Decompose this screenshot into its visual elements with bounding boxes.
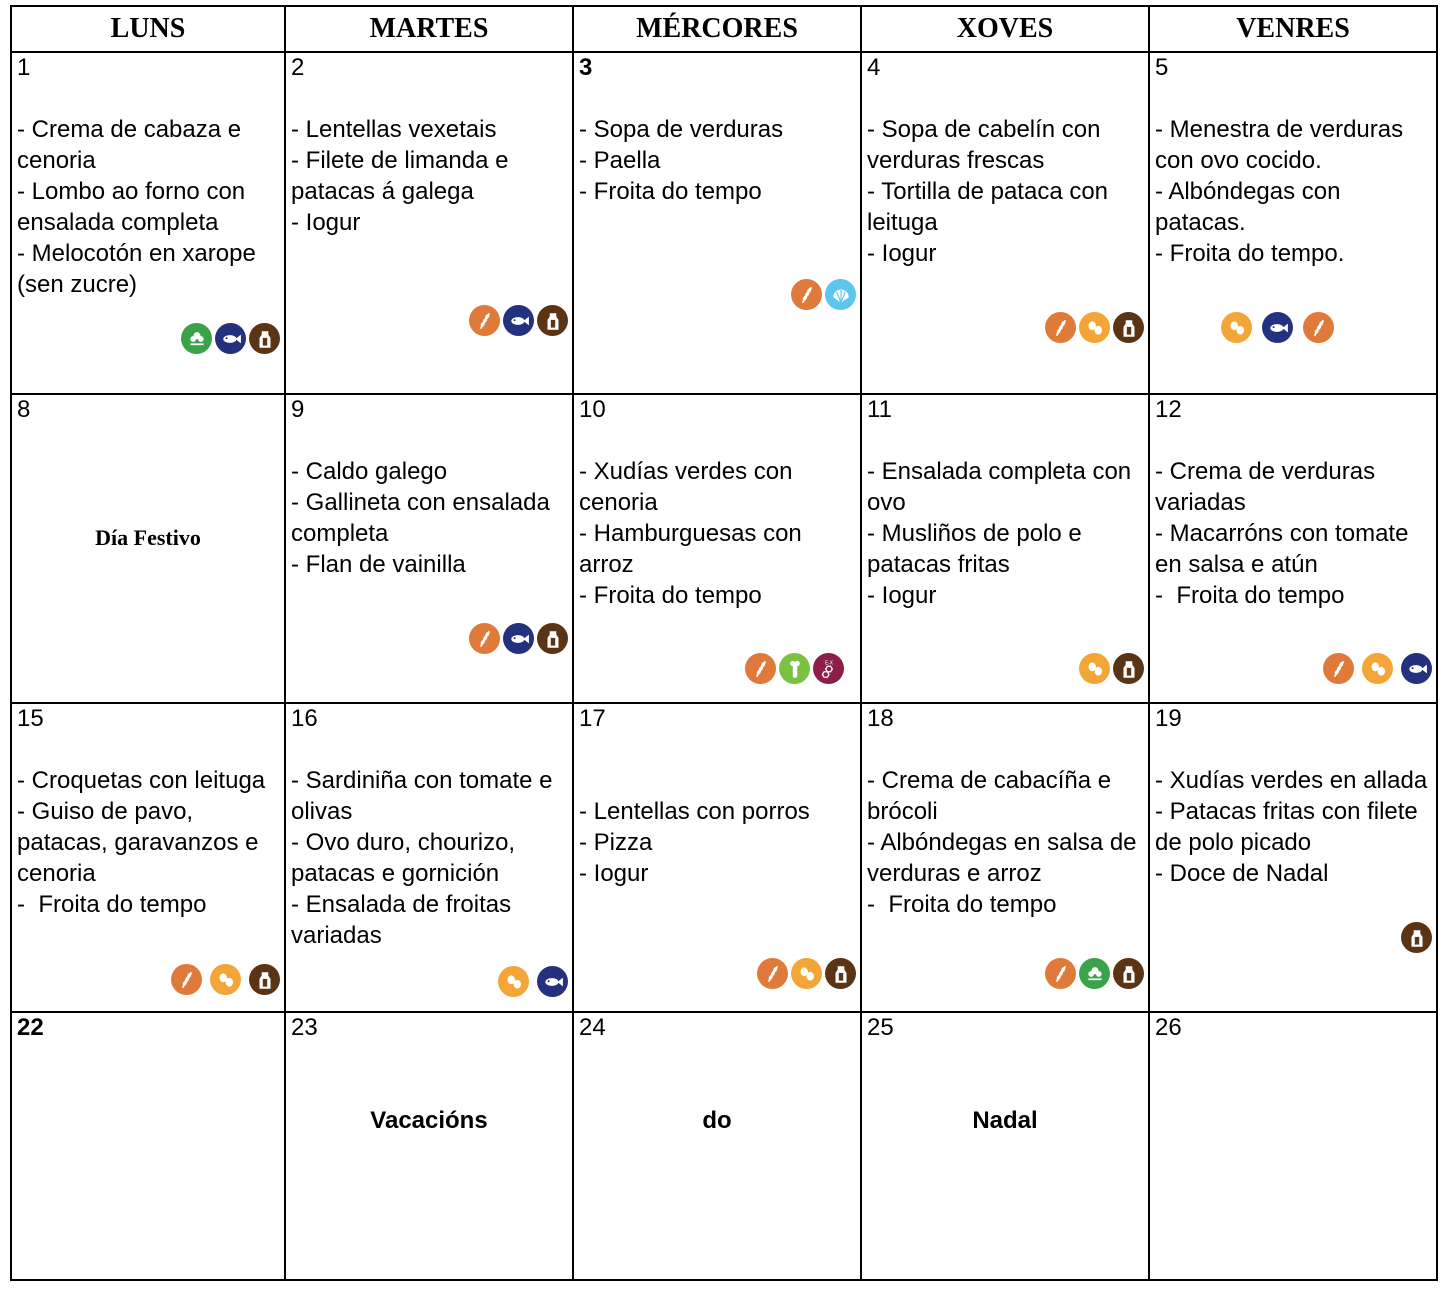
day-number: 11 [867, 396, 892, 423]
header-martes: MARTES [285, 6, 573, 52]
allergen-icons [745, 653, 844, 684]
day-number: 19 [1155, 705, 1182, 732]
day-number: 16 [291, 705, 318, 732]
weekday-header-row [11, 6, 1437, 52]
allergen-icons [1401, 922, 1432, 953]
dish-item: - Crema de cabacíña e brócoli [867, 767, 1118, 825]
egg-icon [1362, 653, 1393, 684]
day-cell [573, 394, 861, 703]
dish-item: - Doce de Nadal [1155, 860, 1329, 887]
dish-item: - Froita do tempo [579, 178, 762, 205]
dish-list [291, 456, 568, 580]
day-cell [11, 703, 285, 1012]
fish-icon [503, 623, 534, 654]
dish-item: - Sopa de cabelín con verduras frescas [867, 116, 1108, 174]
allergen-icons [171, 964, 280, 995]
dish-item: - Melocotón en xarope (sen zucre) [17, 240, 263, 298]
day-cell [861, 394, 1149, 703]
day-cell [573, 52, 861, 394]
fish-icon [537, 966, 568, 997]
day-cell-content [574, 1013, 860, 1279]
dish-list [579, 114, 856, 207]
fish-icon [1262, 312, 1293, 343]
gluten-icon [757, 958, 788, 989]
day-cell-content [862, 53, 1148, 393]
dish-item: - Sardiniña con tomate e olivas [291, 767, 560, 825]
milk-icon [249, 323, 280, 354]
day-cell-content [574, 395, 860, 702]
day-cell-content [1150, 1013, 1436, 1279]
week-row [11, 703, 1437, 1012]
fish-icon [1401, 653, 1432, 684]
day-cell-content [286, 704, 572, 1011]
day-cell-content [1150, 53, 1436, 393]
dish-list [17, 114, 280, 300]
dish-list [1155, 114, 1432, 269]
gluten-icon [1045, 312, 1076, 343]
day-number: 9 [291, 396, 305, 423]
dish-item: - Flan de vainilla [291, 551, 466, 578]
week-row [11, 394, 1437, 703]
day-cell [573, 703, 861, 1012]
dish-list [291, 765, 568, 951]
dish-list [867, 114, 1144, 269]
dish-item: - Froita do tempo [867, 891, 1057, 918]
day-cell [285, 394, 573, 703]
day-cell-content [574, 53, 860, 393]
egg-icon [1079, 312, 1110, 343]
dish-item: - Tortilla de pataca con leituga [867, 178, 1115, 236]
svg-text:E-X: E-X [824, 660, 833, 667]
dish-item: - Iogur [867, 582, 937, 609]
day-cell-content [574, 704, 860, 1011]
day-number: 5 [1155, 54, 1169, 81]
milk-icon [1113, 958, 1144, 989]
milk-icon [1113, 653, 1144, 684]
day-cell [11, 1012, 285, 1280]
dish-list [17, 765, 280, 920]
egg-icon [791, 958, 822, 989]
day-cell [1149, 394, 1437, 703]
day-cell-content [862, 395, 1148, 702]
day-cell-content [286, 1013, 572, 1279]
sulphite-icon [813, 653, 844, 684]
dish-item: - Macarróns con tomate en salsa e atún [1155, 520, 1416, 578]
dish-list [867, 765, 1144, 920]
gluten-icon [469, 623, 500, 654]
dish-item: - Sopa de verduras [579, 116, 784, 143]
day-cell-content [12, 395, 284, 702]
dish-item: - Xudías verdes con cenoria [579, 458, 800, 516]
day-number: 25 [867, 1014, 894, 1041]
allergen-icons [181, 323, 280, 354]
day-number: 8 [17, 396, 31, 423]
day-number: 18 [867, 705, 894, 732]
day-number: 17 [579, 705, 606, 732]
day-cell-content [862, 704, 1148, 1011]
dish-item: - Albóndegas en salsa de verduras e arroz [867, 829, 1144, 887]
day-cell-content [1150, 704, 1436, 1011]
dish-list [1155, 765, 1432, 889]
shellfish-icon [825, 279, 856, 310]
dish-list [1155, 456, 1432, 611]
dish-list [867, 456, 1144, 611]
gluten-icon [171, 964, 202, 995]
dish-item: - Crema de cabaza e cenoria [17, 116, 248, 174]
egg-icon [1079, 653, 1110, 684]
day-cell [573, 1012, 861, 1280]
day-cell-content [12, 704, 284, 1011]
day-number: 23 [291, 1014, 318, 1041]
day-cell-content [12, 53, 284, 393]
fish-icon [215, 323, 246, 354]
dish-item [579, 765, 856, 796]
holiday-label: Día Festivo [95, 525, 201, 550]
day-cell [861, 52, 1149, 394]
dish-item: - Xudías verdes en allada [1155, 767, 1428, 794]
header-mercores: MÉRCORES [573, 6, 861, 52]
dish-item: - Albóndegas con patacas. [1155, 178, 1348, 236]
dish-item: - Paella [579, 147, 661, 174]
dish-item: - Gallineta con ensalada completa [291, 489, 557, 547]
dish-item: - Lombo ao forno con ensalada completa [17, 178, 252, 236]
gluten-icon [1323, 653, 1354, 684]
milk-icon [1401, 922, 1432, 953]
day-cell-content [862, 1013, 1148, 1279]
dish-item: - Froita do tempo [579, 582, 762, 609]
day-cell-content [12, 1013, 284, 1279]
dish-item: - Iogur [579, 860, 649, 887]
day-cell [285, 1012, 573, 1280]
day-cell [1149, 703, 1437, 1012]
day-cell [285, 52, 573, 394]
day-cell [285, 703, 573, 1012]
day-cell [11, 52, 285, 394]
day-number: 12 [1155, 396, 1182, 423]
header-xoves: XOVES [861, 6, 1149, 52]
dish-item: - Croquetas con leituga [17, 767, 266, 794]
dish-item: - Lentellas vexetais [291, 116, 497, 143]
gluten-icon [1045, 958, 1076, 989]
dish-list [579, 765, 856, 889]
day-number: 3 [579, 54, 593, 81]
allergen-icons [791, 279, 856, 310]
vacation-label: do [702, 1107, 732, 1134]
day-cell-content [286, 53, 572, 393]
allergen-icons [469, 305, 568, 336]
dish-item: - Iogur [867, 240, 937, 267]
day-number: 24 [579, 1014, 606, 1041]
dish-item: - Lentellas con porros [579, 798, 810, 825]
allergen-icons [757, 958, 856, 989]
day-number: 4 [867, 54, 881, 81]
gluten-icon [1303, 312, 1334, 343]
day-number: 2 [291, 54, 305, 81]
dish-list [579, 456, 856, 611]
day-cell [1149, 52, 1437, 394]
milk-icon [1113, 312, 1144, 343]
dish-item: - Patacas fritas con filete de polo picado [1155, 798, 1425, 856]
gluten-icon [791, 279, 822, 310]
vacation-label: Vacacións [370, 1107, 488, 1134]
fish-icon [503, 305, 534, 336]
dish-item: - Menestra de verduras con ovo cocido. [1155, 116, 1410, 174]
dish-item: - Ensalada completa con ovo [867, 458, 1138, 516]
dish-item: - Froita do tempo. [1155, 240, 1345, 267]
gluten-icon [745, 653, 776, 684]
day-cell [861, 703, 1149, 1012]
egg-icon [1221, 312, 1252, 343]
allergen-icons [1323, 653, 1432, 684]
allergen-icons [1079, 653, 1144, 684]
day-number: 10 [579, 396, 606, 423]
dish-item: - Hamburguesas con arroz [579, 520, 809, 578]
allergen-icons [1221, 312, 1334, 343]
dish-item: - Froita do tempo [17, 891, 207, 918]
day-cell [11, 394, 285, 703]
day-number: 15 [17, 705, 44, 732]
week-row [11, 52, 1437, 394]
allergen-icons [469, 623, 568, 654]
egg-icon [210, 964, 241, 995]
celery-icon [779, 653, 810, 684]
allergen-icons [1045, 312, 1144, 343]
dish-item: - Iogur [291, 209, 361, 236]
day-number: 1 [17, 54, 31, 81]
day-number: 22 [17, 1014, 44, 1041]
day-cell [1149, 1012, 1437, 1280]
dish-item: - Filete de limanda e patacas á galega [291, 147, 516, 205]
dish-item: - Crema de verduras variadas [1155, 458, 1382, 516]
allergen-icons [1045, 958, 1144, 989]
dish-item: - Guiso de pavo, patacas, garavanzos e cenoria [17, 798, 266, 887]
egg-icon [498, 966, 529, 997]
dish-item: - Caldo galego [291, 458, 448, 485]
milk-icon [537, 623, 568, 654]
dish-item: - Froita do tempo [1155, 582, 1345, 609]
day-cell-content [286, 395, 572, 702]
milk-icon [537, 305, 568, 336]
week-row [11, 1012, 1437, 1280]
vacation-label: Nadal [972, 1107, 1038, 1134]
vegetable-icon [1079, 958, 1110, 989]
day-cell [861, 1012, 1149, 1280]
day-cell-content [1150, 395, 1436, 702]
dish-item: - Musliños de polo e patacas fritas [867, 520, 1089, 578]
milk-icon [249, 964, 280, 995]
school-menu-calendar [10, 5, 1438, 1281]
allergen-icons [498, 966, 568, 997]
dish-list [291, 114, 568, 238]
header-venres: VENRES [1149, 6, 1437, 52]
dish-item: - Ovo duro, chourizo, patacas e gornición [291, 829, 522, 887]
day-number: 26 [1155, 1014, 1182, 1041]
milk-icon [825, 958, 856, 989]
dish-item: - Pizza [579, 829, 653, 856]
header-luns: LUNS [11, 6, 285, 52]
vegetable-icon [181, 323, 212, 354]
gluten-icon [469, 305, 500, 336]
dish-item: - Ensalada de froitas variadas [291, 891, 518, 949]
